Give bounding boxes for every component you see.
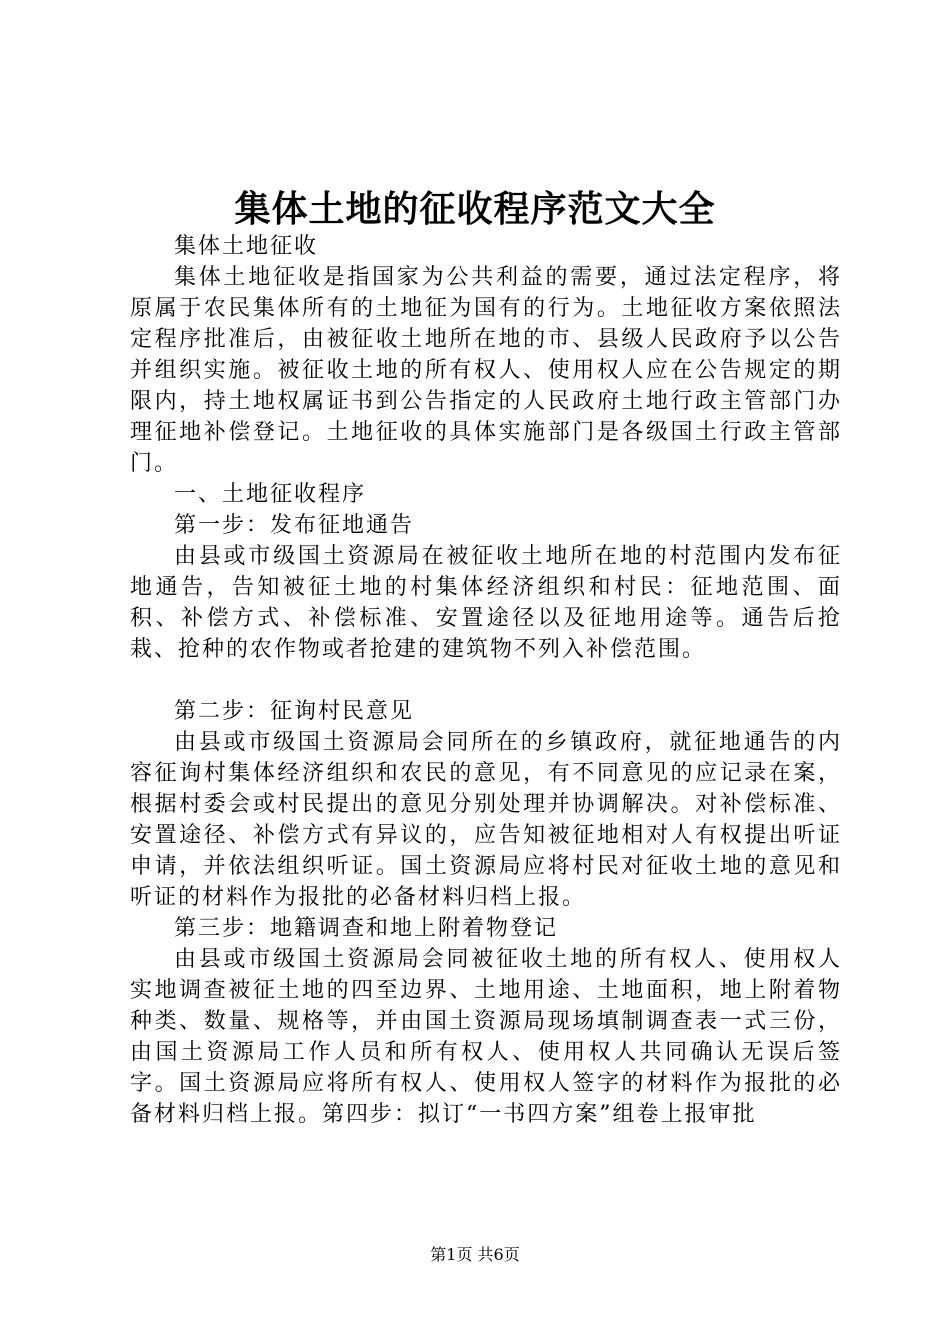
document-title: 集体土地的征收程序范文大全: [234, 188, 716, 230]
paragraph-definition: 集体土地征收是指国家为公共利益的需要，通过法定程序，将原属于农民集体所有的土地征为国有的行为。土地征收方案依照法定程序批准后，由被征收土地所在地的市、县级人民政府予以公告并组织实施。被征收土地的所有权人、使用权人应在公告规定的期限内，持土地权属证书到公告指定的人民政府土地行政主管部门办理征地补偿登记。土地征收的具体实施部门是各级国土行政主管部门。: [130, 265, 842, 476]
step-3-heading: 第三步：地籍调查和地上附着物登记: [174, 916, 559, 941]
step-2-paragraph: 由县或市级国土资源局会同所在的乡镇政府，就征地通告的内容征询村集体经济组织和农民的意见，有不同意见的应记录在案，根据村委会或村民提出的意见分别处理并协调解决。对补偿标准、安置途径、补偿方式有异议的，应告知被征地相对人有权提出听证申请，并依法组织听证。国土资源局应将村民对征收土地的意见和听证的材料作为报批的必备材料归档上报。: [130, 730, 842, 910]
section-heading-procedure: 一、土地征收程序: [174, 482, 367, 507]
page-footer: 第1页 共6页: [430, 1245, 520, 1264]
step-1-paragraph: 由县或市级国土资源局在被征收土地所在地的村范围内发布征地通告，告知被征土地的村集体经济组织和村民：征地范围、面积、补偿方式、补偿标准、安置途径以及征地用途等。通告后抢栽、抢种的农作物或者抢建的建筑物不列入补偿范围。: [130, 544, 842, 662]
step-3-paragraph: 由县或市级国土资源局会同被征收土地的所有权人、使用权人实地调查被征土地的四至边界、土地用途、土地面积，地上附着物种类、数量、规格等，并由国土资源局现场填制调查表一式三份，由国土资源局工作人员和所有权人、使用权人共同确认无误后签字。国土资源局应将所有权人、使用权人签字的材料作为报批的必备材料归档上报。第四步：拟订“一书四方案”组卷上报审批: [130, 947, 842, 1127]
step-1-heading: 第一步：发布征地通告: [174, 513, 415, 538]
step-2-heading: 第二步：征询村民意见: [174, 699, 415, 724]
heading-land-expropriation: 集体土地征收: [174, 234, 319, 259]
document-body: [130, 231, 842, 1130]
blank-line: [130, 665, 842, 696]
